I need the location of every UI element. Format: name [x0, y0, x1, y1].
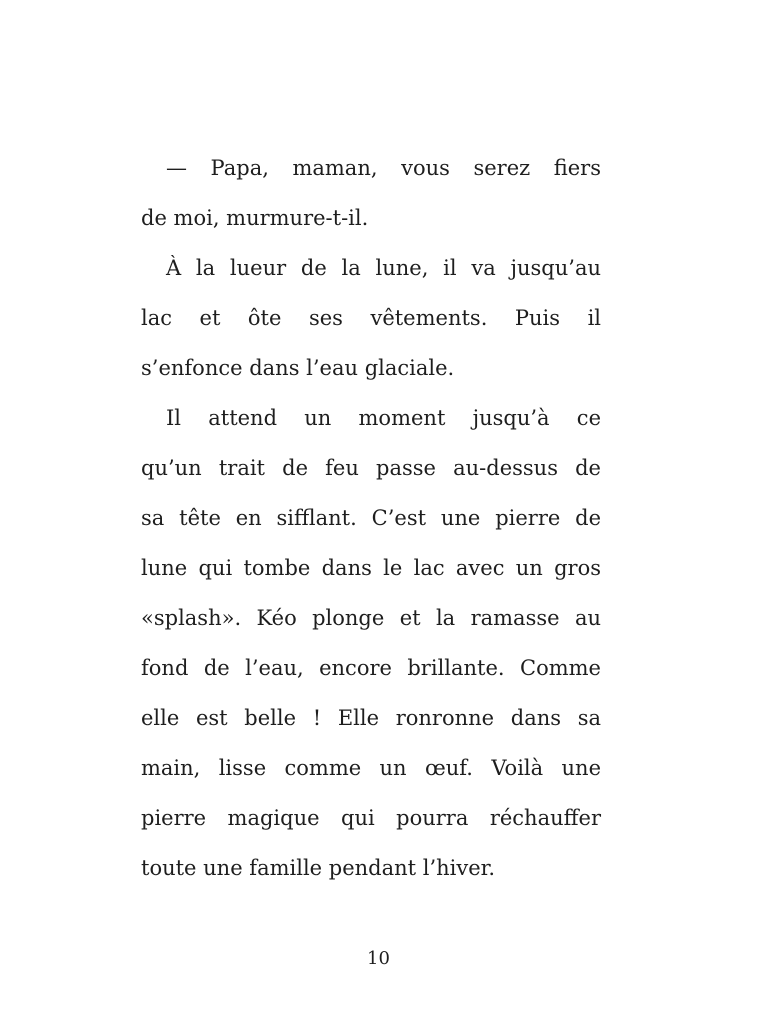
text-line: toute une famille pendant l’hiver. [141, 856, 496, 880]
text-line: fond de l’eau, encore brillante. Comme [141, 656, 601, 680]
paragraph [141, 148, 601, 248]
text-line: À la lueur de la lune, il va jusqu’au [166, 256, 601, 280]
paragraph [141, 248, 601, 398]
text-line: elle est belle ! Elle ronronne dans sa [141, 706, 601, 730]
body-text [141, 148, 601, 898]
page-number: 10 [367, 948, 390, 969]
text-line: sa tête en sifflant. C’est une pierre de [141, 506, 601, 530]
paragraph [141, 398, 601, 898]
text-line: de moi, murmure-t-il. [141, 206, 369, 230]
text-line: «splash». Kéo plonge et la ramasse au [141, 606, 601, 630]
text-line: main, lisse comme un œuf. Voilà une [141, 756, 601, 780]
text-line: Il attend un moment jusqu’à ce [166, 406, 601, 430]
text-line: lune qui tombe dans le lac avec un gros [141, 556, 601, 580]
text-line: qu’un trait de feu passe au-dessus de [141, 456, 601, 480]
text-line: s’enfonce dans l’eau glaciale. [141, 356, 455, 380]
text-line: pierre magique qui pourra réchauffer [141, 806, 601, 830]
text-line: — Papa, maman, vous serez fiers [166, 156, 601, 180]
text-line: lac et ôte ses vêtements. Puis il [141, 306, 601, 330]
